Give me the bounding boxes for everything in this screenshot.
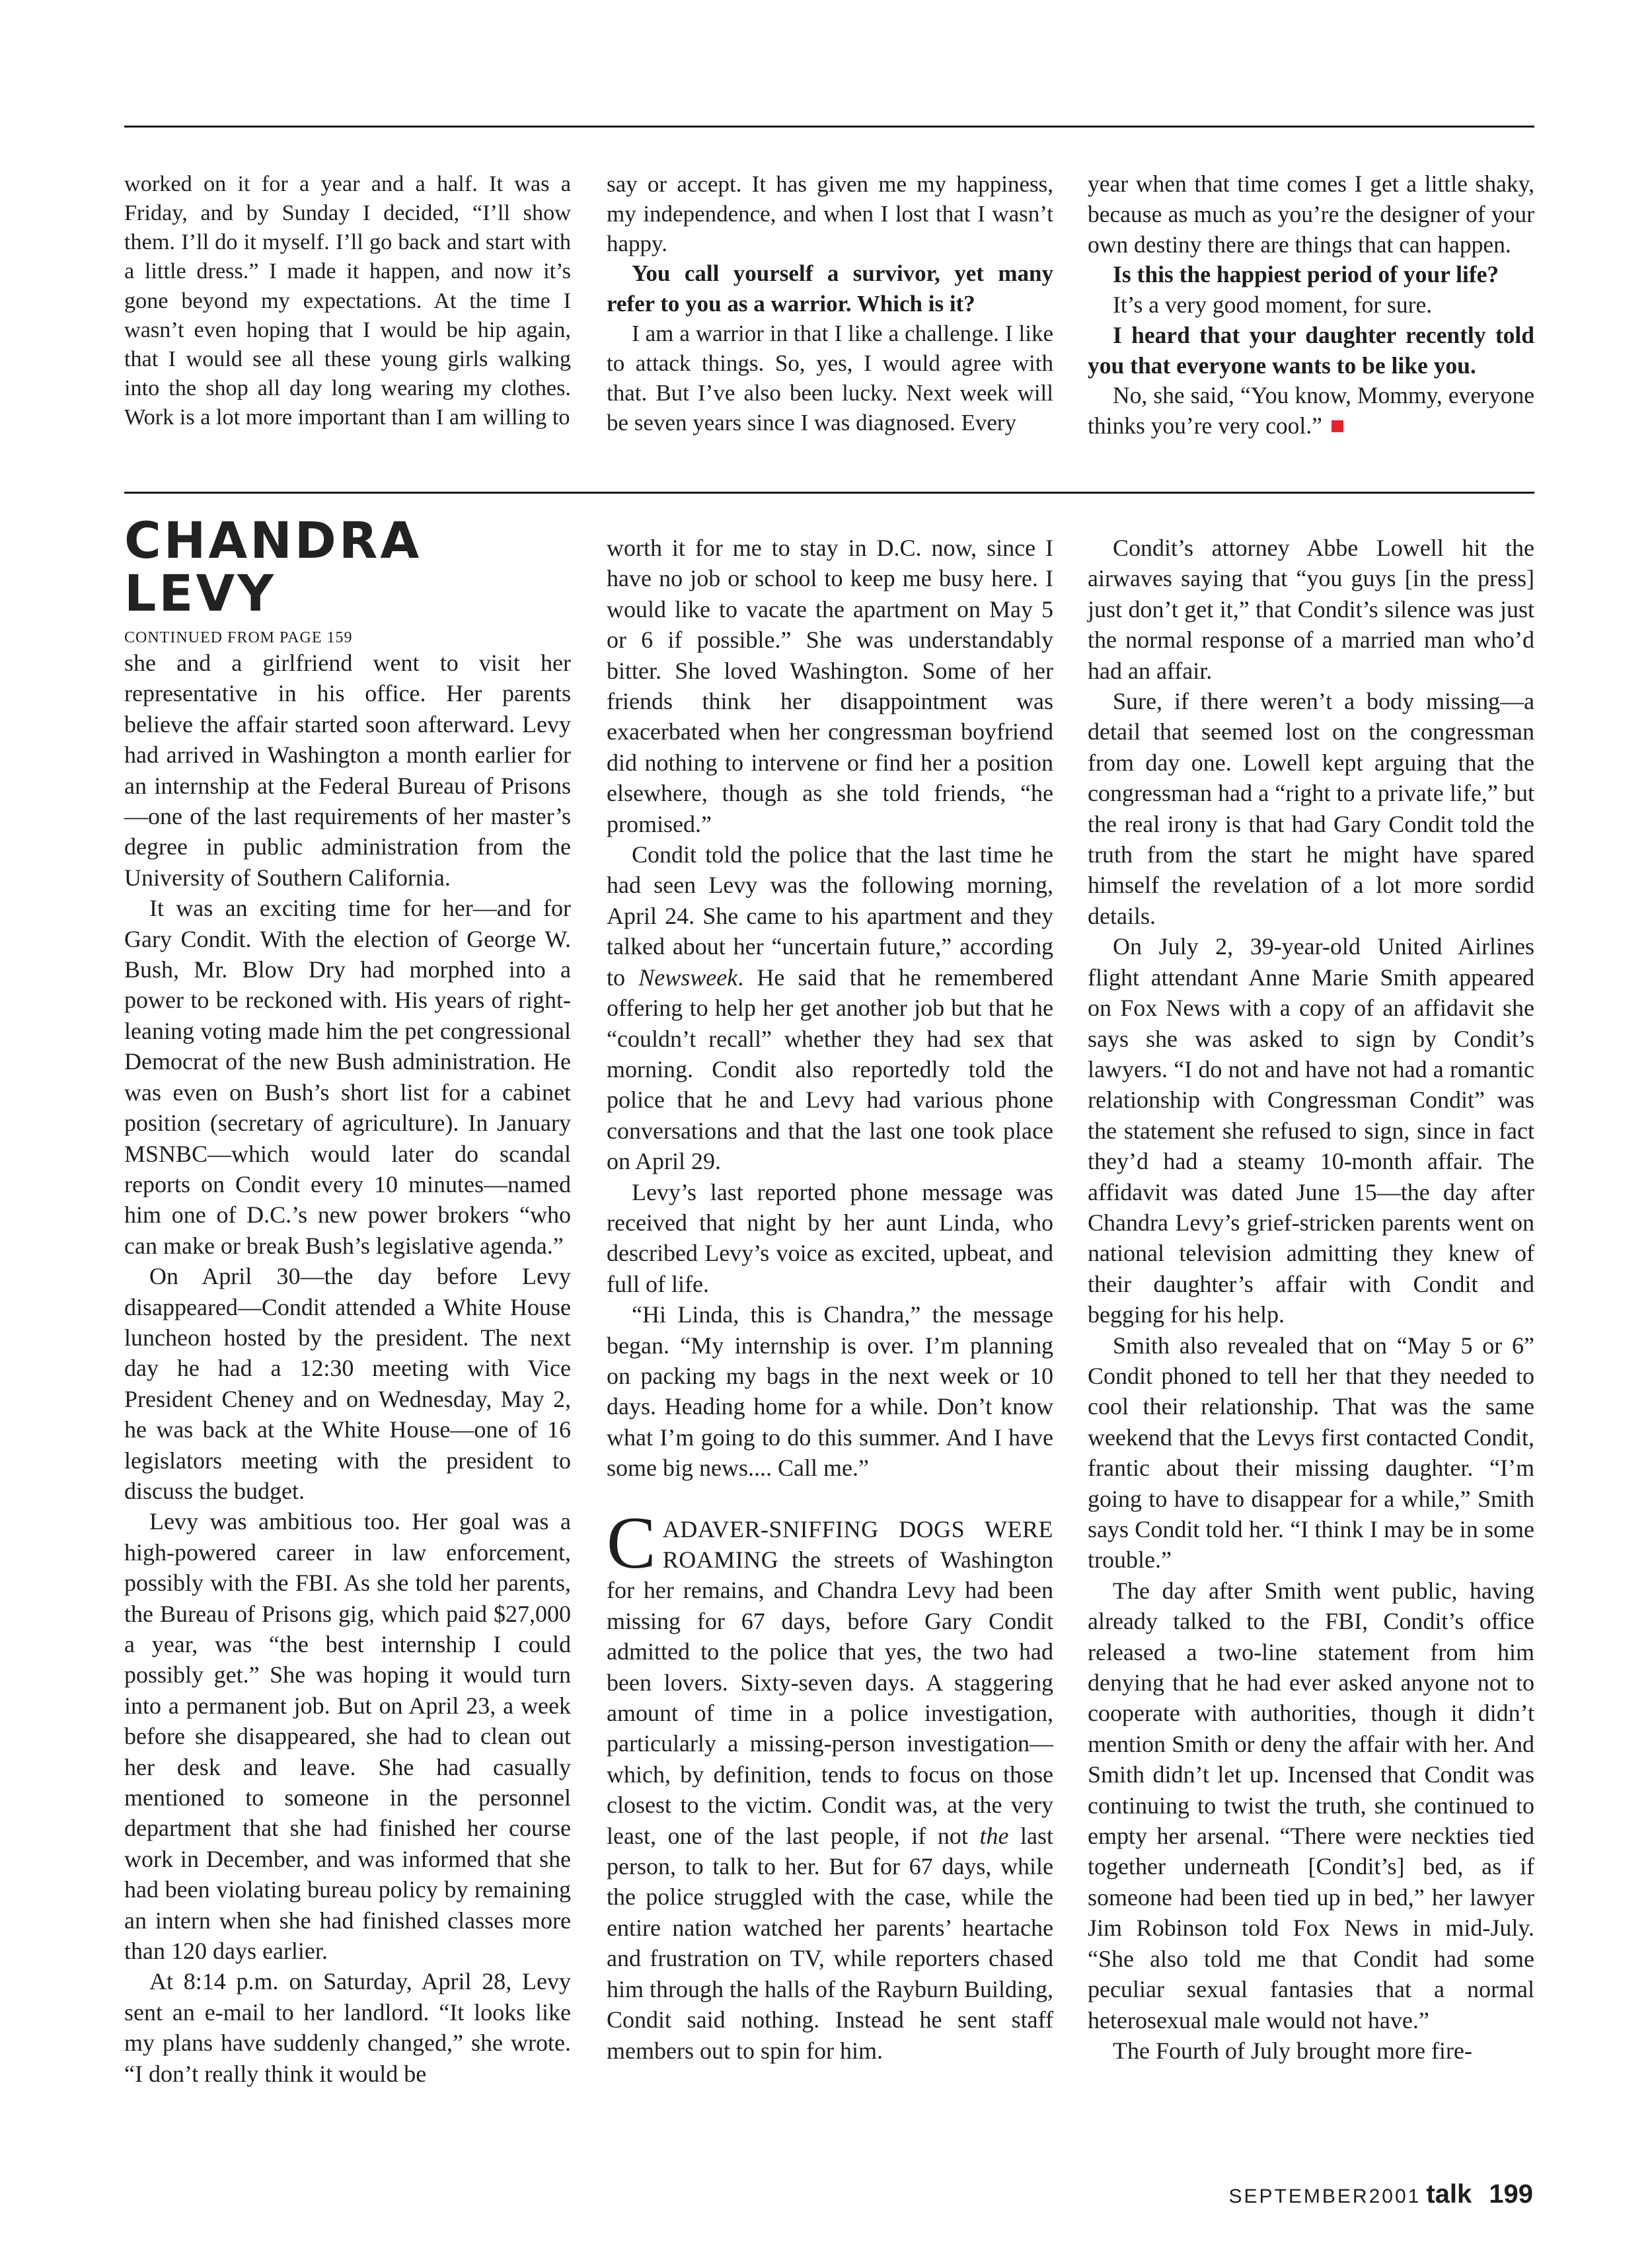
paragraph-text: Condit told the police that the last time he had seen Levy was the following morning, April 24. She came to his apartment and they talked about her “uncertain future,” according to xyxy=(607,841,1053,991)
article-column-2 xyxy=(607,533,1053,2066)
paragraph: say or accept. It has given me my happiness, my independence, and when I lost that I wasn’t happy. xyxy=(607,171,1053,257)
article-column-3 xyxy=(1088,533,1534,2066)
paragraph: Condit’s attorney Abbe Lowell hit the airwaves saying that “you guys [in the press] just don’t get it,” that Condit’s silence was just the normal response of a married man who’d had an affair. xyxy=(1088,535,1534,684)
paragraph: worth it for me to stay in D.C. now, since I have no job or school to keep me busy here. I would like to vacate the apartment on May 5 or 6 if possible.” She was understandably bitter. She loved Washington. Some of her friends think her disappointment was exacerbated when her congressman boyfriend did nothing to intervene or find her a position elsewhere, though as she told friends, “he promised.” xyxy=(607,535,1053,837)
paragraph xyxy=(1088,381,1534,441)
paragraph-text: No, she said, “You know, Mommy, everyone thinks you’re very cool.” xyxy=(1088,382,1534,439)
paragraph xyxy=(607,839,1053,1176)
paragraph: “Hi Linda, this is Chandra,” the message began. “My internship is over. I’m planning on packing my bags in the next week or 10 days. Heading home for a while. Don’t know what I’m going to do this summer. And I have some big news.... Call me.” xyxy=(607,1301,1053,1482)
interview-question: You call yourself a survivor, yet many refer to you as a warrior. Which is it? xyxy=(607,260,1053,317)
issue-date: SEPTEMBER2001 xyxy=(1228,2186,1421,2207)
paragraph-text: the streets of Washington for her remains, and Chandra Levy had been missing for 67 days, before Gary Condit admitted to the police that yes, the two had been lovers. Sixty-seven days. A staggering amount of time in a police investigation, particularly a missing-person investigation—which, by definition, tends to focus on those closest to the victim. Condit was, at the very least, one of the last people, if not xyxy=(607,1546,1053,1849)
paragraph: Sure, if there weren’t a body missing—a detail that seemed lost on the congressman from day one. Lowell kept arguing that the congressman had a “right to a private life,” but the real irony is that had Gary Condit told the truth from the start he might have spared himself the revelation of a lot more sordid details. xyxy=(1088,688,1534,929)
top-column-2 xyxy=(607,169,1053,437)
paragraph: At 8:14 p.m. on Saturday, April 28, Levy sent an e-mail to her landlord. “It looks like my plans have suddenly changed,” she wrote. “I don’t really think it would be xyxy=(124,1968,571,2087)
paragraph: Levy was ambitious too. Her goal was a high-powered career in law enforcement, possibly with the FBI. As she told her parents, the Bureau of Prisons gig, which paid $27,000 a year, was “the best internship I could possibly get.” She was hoping it would turn into a permanent job. But on April 23, a week before she disappeared, she had to clean out her desk and leave. She had casually mentioned to someone in the personnel department that she had finished her course work in December, and was informed that she had been violating bureau policy by remaining an intern when she had finished classes more than 120 days earlier. xyxy=(124,1508,571,1965)
magazine-name: Newsweek xyxy=(638,964,738,991)
paragraph: worked on it for a year and a half. It was a Friday, and by Sunday I decided, “I’ll show them. I’ll do it myself. I’ll go back and start with a little dress.” I made it happen, and now it’s gone beyond my expectations. At the time I wasn’t even hoping that I would be hip again, that I would see all these young girls walking into the shop all day long wearing my clothes. Work is a lot more important than I am willing to xyxy=(124,171,571,430)
paragraph: year when that time comes I get a little shaky, because as much as you’re the designer of your own destiny there are things that can happen. xyxy=(1088,171,1534,258)
lead-in: ADAVER-SNIFFING DOGS WERE ROAMING xyxy=(662,1515,1053,1573)
paragraph: The Fourth of July brought more fire- xyxy=(1113,2037,1472,2064)
section-break-paragraph xyxy=(607,1502,1053,2066)
paragraph: Levy’s last reported phone message was received that night by her aunt Linda, who described Levy’s voice as excited, upbeat, and full of life. xyxy=(607,1178,1053,1297)
article-column-1 xyxy=(124,511,571,2089)
paragraph: I am a warrior in that I like a challenge. I like to attack things. So, yes, I would agree with that. But I’ve also been lucky. Next week will be seven years since I was diagnosed. Every xyxy=(607,320,1053,436)
magazine-logo: talk xyxy=(1426,2180,1472,2209)
paragraph: On April 30—the day before Levy disappeared—Condit attended a White House luncheon hosted by the president. The next day he had a 12:30 meeting with Vice President Cheney and on Wednesday, May 2, he was back at the White House—one of 16 legislators meeting with the president to discuss the budget. xyxy=(124,1263,571,1504)
article-headline: CHANDRA LEVY xyxy=(124,511,422,623)
paragraph-text: last person, to talk to her. But for 67 days, while the police struggled with the case, while the entire nation watched her parents’ heartache and frustration on TV, while reporters chased him through the halls of the Rayburn Building, Condit said nothing. Instead he sent staff members out to spin for him. xyxy=(607,1822,1053,2064)
top-column-3 xyxy=(1088,169,1534,441)
drop-cap: C xyxy=(607,1502,656,1584)
paragraph-text: . He said that he remembered offering to help her get another job but that he “couldn’t recall” whether they had sex that morning. Condit also reportedly told the police that he and Levy had various phone conversations and that the last one took place on April 29. xyxy=(607,964,1053,1175)
top-rule xyxy=(124,126,1534,128)
interview-question: I heard that your daughter recently told you that everyone wants to be like you. xyxy=(1088,321,1534,379)
emphasis: the xyxy=(979,1822,1009,1849)
page-footer xyxy=(1229,2180,1533,2209)
page-number: 199 xyxy=(1489,2180,1533,2209)
paragraph: It was an exciting time for her—and for Gary Condit. With the election of George W. Bush, Mr. Blow Dry had morphed into a power to be reckoned with. His years of right-leaning voting made him the pet congressional Democrat of the new Bush administration. He was even on Bush’s short list for a cabinet position (secretary of agriculture). In January MSNBC—which would later do scandal reports on Condit every 10 minutes—named him one of D.C.’s new power brokers “who can make or break Bush’s legislative agenda.” xyxy=(124,895,571,1259)
paragraph: On July 2, 39-year-old United Airlines flight attendant Anne Marie Smith appeared on Fox News with a copy of an affidavit she says she was asked to sign by Condit’s lawyers. “I do not and have not had a romantic relationship with Congressman Condit” was the statement she refused to sign, since in fact they’d had a steamy 10-month affair. The affidavit was dated June 15—the day after Chandra Levy’s grief-stricken parents went on national television admitting they knew of their daughter’s affair with Condit and begging for his help. xyxy=(1088,933,1534,1328)
interview-question: Is this the happiest period of your life? xyxy=(1113,261,1499,288)
paragraph: It’s a very good moment, for sure. xyxy=(1113,291,1433,319)
top-column-1 xyxy=(124,169,571,432)
continued-from-label: CONTINUED FROM PAGE 159 xyxy=(124,629,353,646)
paragraph: The day after Smith went public, having already talked to the FBI, Condit’s office released a two-line statement from him denying that he had ever asked anyone not to cooperate with authorities, though it didn’t mention Smith or deny the affair with her. And Smith didn’t let up. Incensed that Condit was continuing to twist the truth, she continued to empty her arsenal. “There were neckties tied together underneath [Condit’s] bed, as if someone had been tied up in bed,” her lawyer Jim Robinson told Fox News in mid-July. “She also told me that Condit had some peculiar sexual fantasies that a normal heterosexual male would not have.” xyxy=(1088,1577,1534,2034)
paragraph: Smith also revealed that on “May 5 or 6” Condit phoned to tell her that they needed to cool their relationship. That was the same weekend that the Levys first contacted Condit, frantic about their missing daughter. “I’m going to have to disappear for a while,” Smith says Condit told her. “I think I may be in some trouble.” xyxy=(1088,1332,1534,1574)
end-mark-icon xyxy=(1332,420,1343,432)
paragraph: she and a girlfriend went to visit her representative in his office. Her parents believe the affair started soon afterward. Levy had arrived in Washington a month earlier for an internship at the Federal Bureau of Prisons—one of the last requirements of her master’s degree in public administration from the University of Southern California. xyxy=(124,650,571,891)
section-rule xyxy=(124,492,1534,494)
